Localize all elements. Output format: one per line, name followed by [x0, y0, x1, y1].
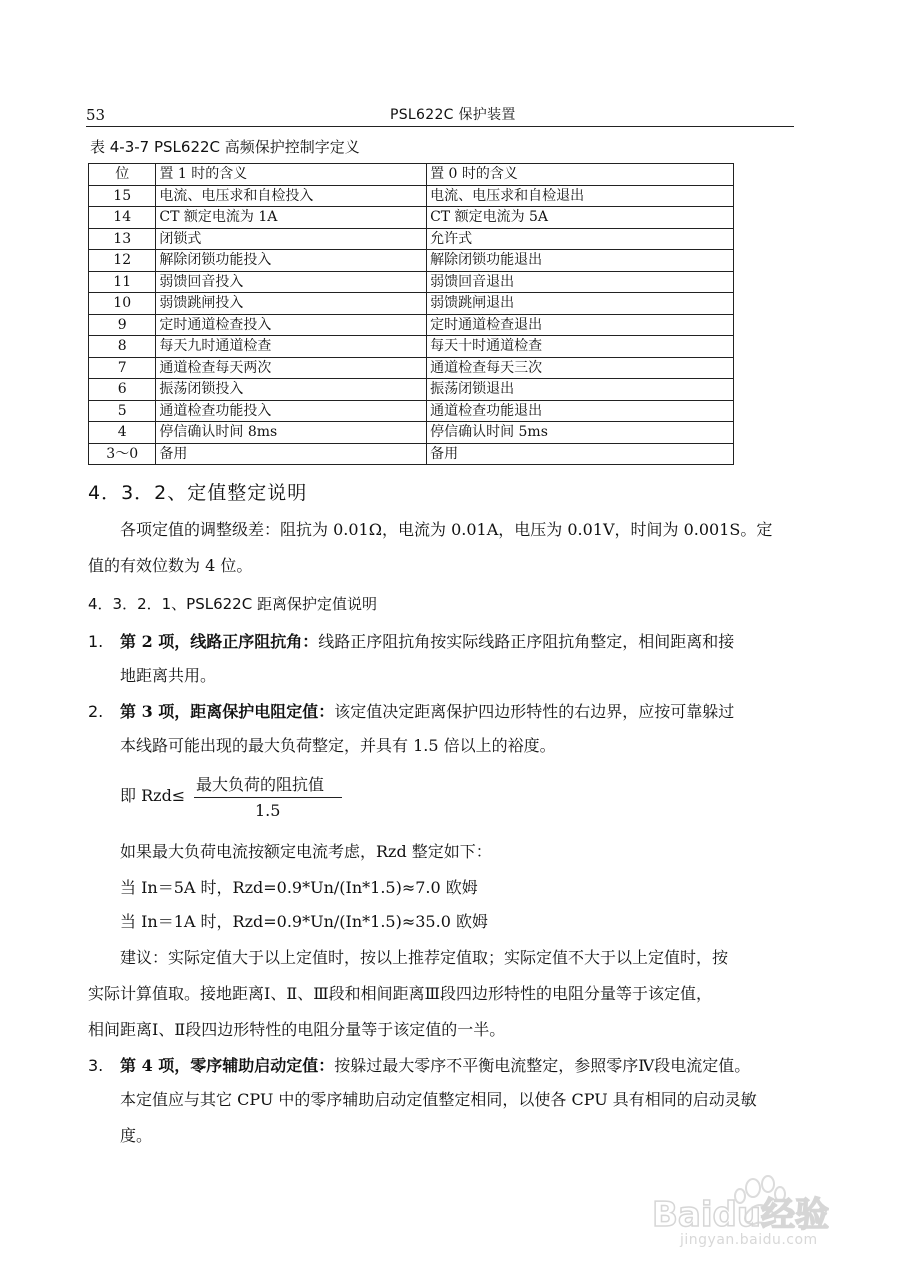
- cell-set0-meaning: 解除闭锁功能退出: [427, 250, 734, 272]
- table-row: [89, 293, 734, 315]
- advice-line-3: 相间距离Ⅰ、Ⅱ段四边形特性的电阻分量等于该定值的一半。: [88, 1020, 506, 1039]
- formula-denominator: 1.5: [255, 801, 281, 820]
- table-header-row: [89, 164, 734, 186]
- cell-bit: 7: [89, 357, 156, 379]
- item-3-title: 第 4 项，零序辅助启动定值：: [120, 1056, 335, 1075]
- cell-set1-meaning: 振荡闭锁投入: [156, 379, 427, 401]
- cell-set0-meaning: 定时通道检查退出: [427, 314, 734, 336]
- watermark-url: jingyan.baidu.com: [680, 1232, 818, 1248]
- item-2-text: 该定值决定距离保护四边形特性的右边界，应按可靠躲过: [334, 702, 735, 721]
- formula-lhs: 即 Rzd≤: [120, 786, 186, 805]
- cell-set0-meaning: 电流、电压求和自检退出: [427, 185, 734, 207]
- cell-set1-meaning: 通道检查功能投入: [156, 400, 427, 422]
- table-row: [89, 422, 734, 444]
- column-header-set1: 置 1 时的含义: [156, 164, 427, 186]
- item-3-line-3: 度。: [120, 1126, 153, 1145]
- table-row: [89, 400, 734, 422]
- cell-set0-meaning: 弱馈回音退出: [427, 271, 734, 293]
- item-1-line-2: 地距离共用。: [120, 666, 217, 685]
- table-row: [89, 357, 734, 379]
- cell-set1-meaning: 弱馈跳闸投入: [156, 293, 427, 315]
- cell-bit: 13: [89, 228, 156, 250]
- page-number: 53: [86, 106, 106, 124]
- table-row: [89, 336, 734, 358]
- fraction-bar: [194, 797, 342, 798]
- item-1-line-1: [120, 632, 734, 652]
- table-row: [89, 314, 734, 336]
- cell-bit: 15: [89, 185, 156, 207]
- table-row: [89, 250, 734, 272]
- cell-set0-meaning: CT 额定电流为 5A: [427, 207, 734, 229]
- cell-set0-meaning: 通道检查每天三次: [427, 357, 734, 379]
- formula-numerator: 最大负荷的阻抗值: [196, 775, 325, 794]
- item-2-line-1: [120, 702, 734, 722]
- item-1-number: 1.: [88, 632, 104, 651]
- cell-bit: 3～0: [89, 443, 156, 465]
- item-1-text: 线路正序阻抗角按实际线路正序阻抗角整定，相间距离和接: [318, 632, 735, 651]
- calc-intro: 如果最大负荷电流按额定电流考虑，Rzd 整定如下：: [120, 842, 492, 861]
- cell-set1-meaning: 每天九时通道检查: [156, 336, 427, 358]
- table-caption: 表 4-3-7 PSL622C 高频保护控制字定义: [90, 138, 360, 156]
- table-row: [89, 207, 734, 229]
- advice-line-1: 建议：实际定值大于以上定值时，按以上推荐定值取；实际定值不大于以上定值时，按: [120, 948, 729, 967]
- cell-set1-meaning: 定时通道检查投入: [156, 314, 427, 336]
- calc-case-2: 当 In＝1A 时，Rzd=0.9*Un/(In*1.5)≈35.0 欧姆: [120, 912, 488, 931]
- cell-set1-meaning: CT 额定电流为 1A: [156, 207, 427, 229]
- calc-case-1: 当 In＝5A 时，Rzd=0.9*Un/(In*1.5)≈7.0 欧姆: [120, 878, 478, 897]
- cell-bit: 8: [89, 336, 156, 358]
- cell-set0-meaning: 备用: [427, 443, 734, 465]
- header-rule: [86, 126, 794, 127]
- subheading: 4．3．2．1、PSL622C 距离保护定值说明: [88, 595, 377, 613]
- cell-set0-meaning: 允许式: [427, 228, 734, 250]
- cell-bit: 11: [89, 271, 156, 293]
- cell-set1-meaning: 解除闭锁功能投入: [156, 250, 427, 272]
- cell-bit: 10: [89, 293, 156, 315]
- cell-set0-meaning: 每天十时通道检查: [427, 336, 734, 358]
- table-row: [89, 271, 734, 293]
- cell-bit: 9: [89, 314, 156, 336]
- cell-bit: 4: [89, 422, 156, 444]
- running-title: PSL622C 保护装置: [390, 107, 516, 123]
- item-3-text: 按躲过最大零序不平衡电流整定，参照零序Ⅳ段电流定值。: [334, 1056, 751, 1075]
- cell-set0-meaning: 停信确认时间 5ms: [427, 422, 734, 444]
- watermark-logo-text: Baidu经验: [652, 1195, 830, 1235]
- cell-bit: 6: [89, 379, 156, 401]
- advice-line-2: 实际计算值取。接地距离Ⅰ、Ⅱ、Ⅲ段和相间距离Ⅲ段四边形特性的电阻分量等于该定值，: [88, 984, 713, 1003]
- intro-line-1: 各项定值的调整级差：阻抗为 0.01Ω，电流为 0.01A，电压为 0.01V，时间为 0.001S。定: [120, 520, 773, 539]
- item-3-line-1: [120, 1056, 750, 1076]
- cell-set1-meaning: 备用: [156, 443, 427, 465]
- cell-set1-meaning: 通道检查每天两次: [156, 357, 427, 379]
- intro-line-2: 值的有效位数为 4 位。: [88, 556, 253, 575]
- cell-bit: 14: [89, 207, 156, 229]
- cell-set1-meaning: 停信确认时间 8ms: [156, 422, 427, 444]
- cell-set0-meaning: 通道检查功能退出: [427, 400, 734, 422]
- table-row: [89, 185, 734, 207]
- column-header-bit: 位: [89, 164, 156, 186]
- cell-set1-meaning: 电流、电压求和自检投入: [156, 185, 427, 207]
- cell-set1-meaning: 闭锁式: [156, 228, 427, 250]
- cell-set0-meaning: 弱馈跳闸退出: [427, 293, 734, 315]
- table-row: [89, 228, 734, 250]
- table-row: [89, 379, 734, 401]
- cell-bit: 5: [89, 400, 156, 422]
- table-row: [89, 443, 734, 465]
- item-2-line-2: 本线路可能出现的最大负荷整定，并具有 1.5 倍以上的裕度。: [120, 736, 556, 755]
- cell-bit: 12: [89, 250, 156, 272]
- cell-set1-meaning: 弱馈回音投入: [156, 271, 427, 293]
- item-3-number: 3.: [88, 1056, 104, 1075]
- control-word-table: [88, 163, 734, 465]
- column-header-set0: 置 0 时的含义: [427, 164, 734, 186]
- cell-set0-meaning: 振荡闭锁退出: [427, 379, 734, 401]
- section-heading: 4．3．2、定值整定说明: [88, 482, 308, 504]
- item-1-title: 第 2 项，线路正序阻抗角：: [120, 632, 319, 651]
- item-2-number: 2.: [88, 702, 104, 721]
- item-2-title: 第 3 项，距离保护电阻定值：: [120, 702, 335, 721]
- item-3-line-2: 本定值应与其它 CPU 中的零序辅助启动定值整定相同，以使各 CPU 具有相同的启动灵敏: [120, 1090, 757, 1109]
